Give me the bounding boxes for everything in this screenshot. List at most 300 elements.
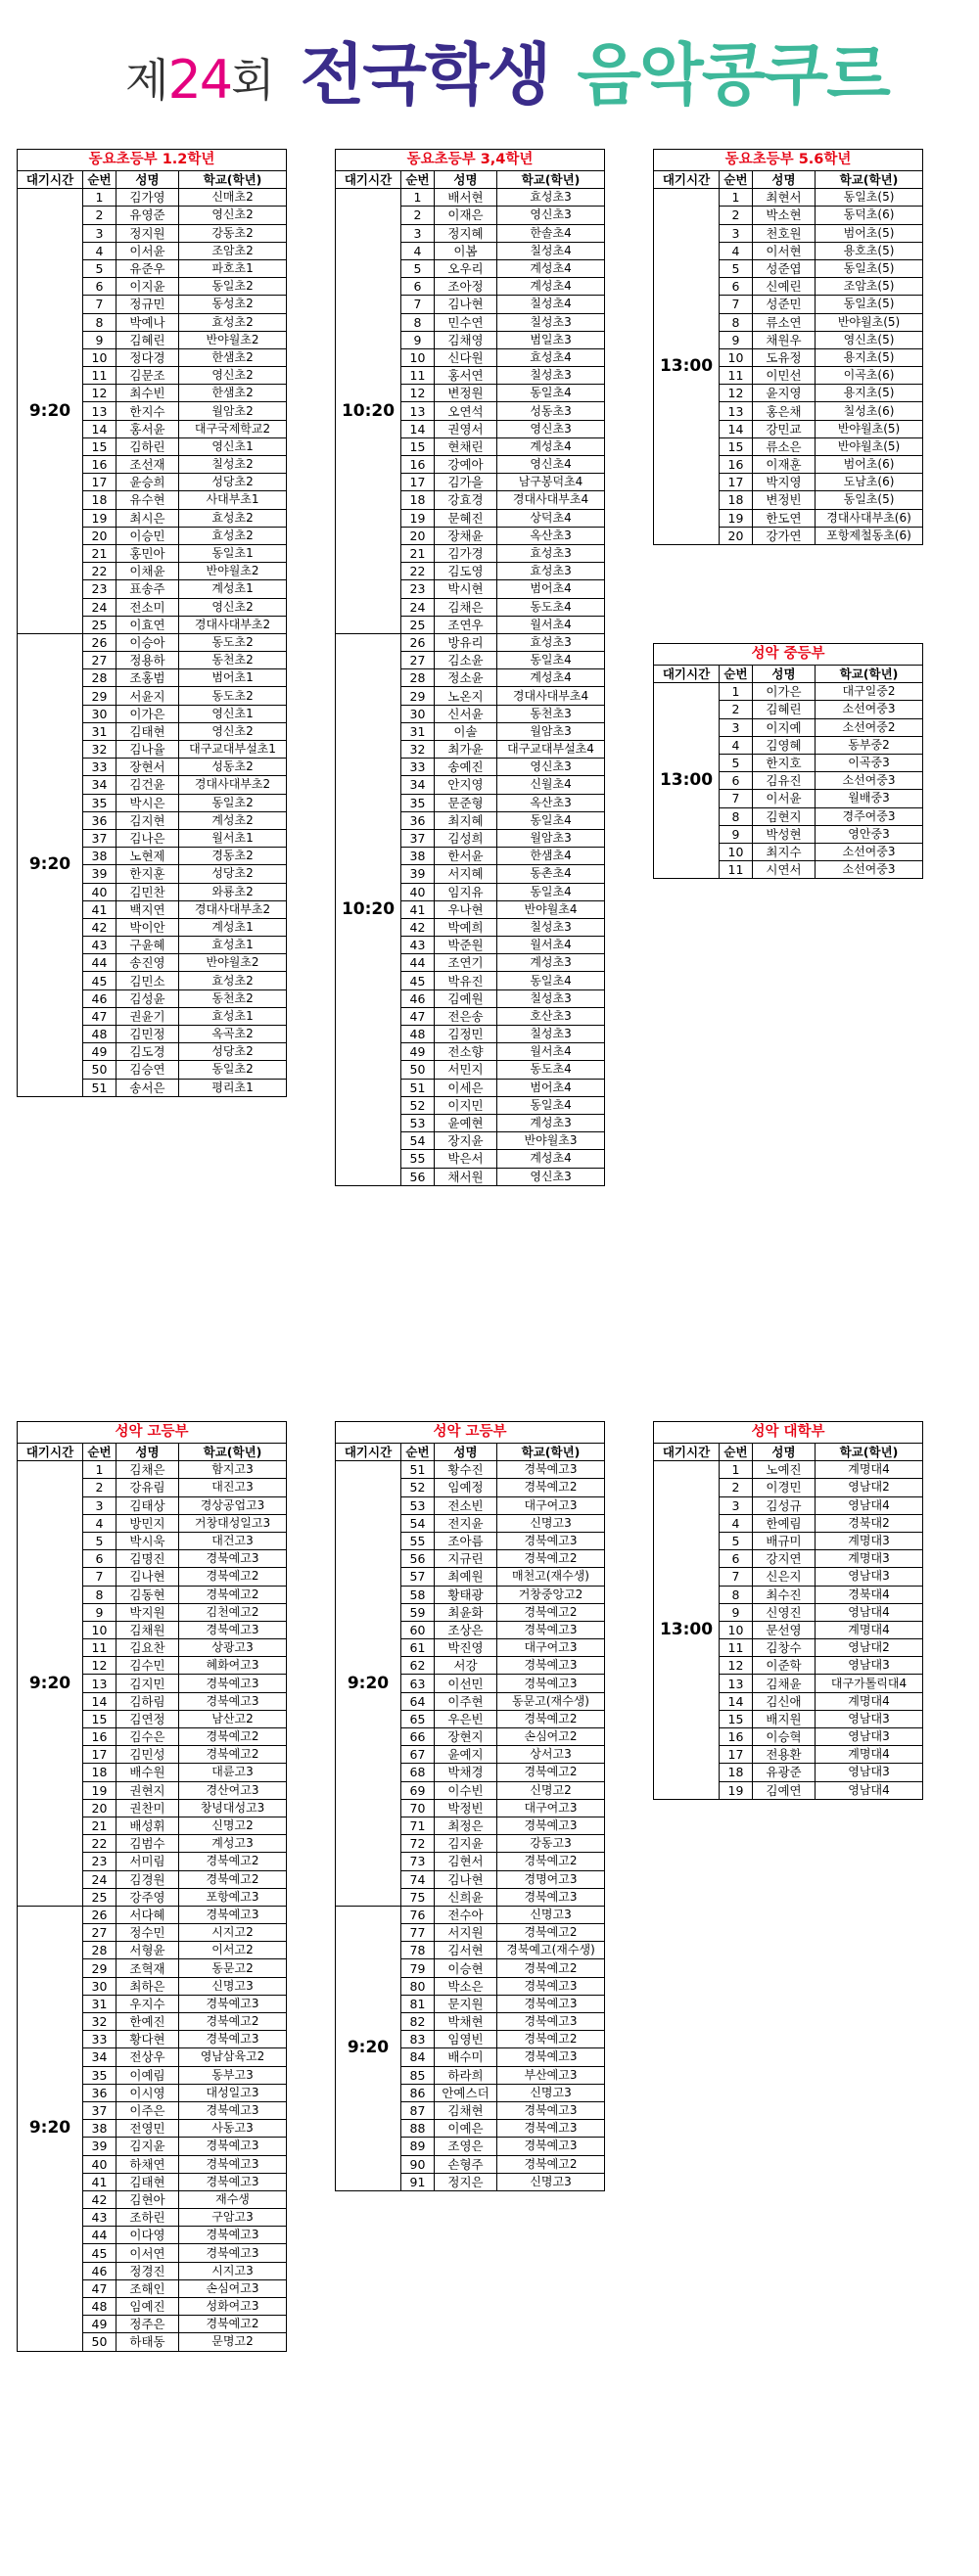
performer-name: 김예원: [435, 989, 497, 1007]
school-grade: 효성초2: [179, 509, 287, 527]
entry-number: 34: [83, 2048, 117, 2066]
performer-name: 전용환: [753, 1746, 816, 1764]
entry-number: 7: [720, 790, 753, 807]
page-header: [0, 0, 979, 147]
entry-number: 51: [401, 1461, 435, 1479]
school-grade: 호산초3: [497, 1007, 605, 1025]
school-grade: 경북대4: [816, 1586, 923, 1603]
school-grade: 영남대3: [816, 1728, 923, 1746]
school-grade: 영남대4: [816, 1781, 923, 1799]
entry-number: 74: [401, 1870, 435, 1888]
entry-number: 2: [720, 701, 753, 718]
performer-name: 김창수: [753, 1639, 816, 1657]
performer-name: 정소윤: [435, 669, 497, 687]
column-header-name: 성명: [435, 171, 497, 189]
entry-number: 29: [83, 687, 117, 705]
entry-number: 32: [83, 741, 117, 759]
school-grade: 조암초(5): [816, 278, 923, 296]
performer-name: 전은송: [435, 1007, 497, 1025]
school-grade: 강동고3: [497, 1835, 605, 1853]
performer-name: 이승아: [117, 633, 179, 651]
school-grade: 시지고3: [179, 2262, 287, 2279]
school-grade: 효성초2: [179, 313, 287, 331]
performer-name: 황수진: [435, 1461, 497, 1479]
school-grade: 함지고3: [179, 1461, 287, 1479]
performer-name: 김나은: [117, 829, 179, 847]
entry-number: 6: [720, 772, 753, 790]
school-grade: 계성초2: [179, 811, 287, 829]
entry-number: 16: [83, 1728, 117, 1746]
school-grade: 경북예고3: [497, 2101, 605, 2119]
performer-name: 방민지: [117, 1514, 179, 1532]
entry-number: 32: [83, 2013, 117, 2031]
performer-name: 류소은: [753, 437, 816, 455]
entry-number: 10: [401, 348, 435, 366]
entry-number: 31: [83, 722, 117, 740]
performer-name: 김수민: [117, 1657, 179, 1675]
entry-number: 29: [83, 1959, 117, 1977]
school-grade: 신명고2: [179, 1817, 287, 1834]
entry-number: 89: [401, 2138, 435, 2155]
entry-number: 12: [83, 1657, 117, 1675]
school-grade: 옥산초3: [497, 794, 605, 811]
entry-number: 39: [83, 2138, 117, 2155]
performer-name: 시연서: [753, 861, 816, 879]
section-title: 성악 고등부: [336, 1422, 605, 1444]
performer-name: 장현서: [117, 759, 179, 776]
wait-time: 10:20: [336, 633, 401, 1185]
school-grade: 경북예고(재수생): [497, 1942, 605, 1959]
performer-name: 서강: [435, 1657, 497, 1675]
entry-number: 81: [401, 1995, 435, 2012]
entry-number: 52: [401, 1096, 435, 1114]
performer-name: 김현서: [435, 1853, 497, 1870]
performer-name: 변정빈: [753, 491, 816, 509]
performer-name: 이주은: [117, 2101, 179, 2119]
performer-name: 권윤기: [117, 1007, 179, 1025]
performer-name: 홍은채: [753, 402, 816, 420]
school-grade: 경북예고2: [179, 1870, 287, 1888]
section-title: 성악 중등부: [654, 644, 923, 666]
school-grade: 칠성초3: [497, 367, 605, 385]
entry-number: 1: [83, 189, 117, 207]
performer-name: 김민찬: [117, 883, 179, 900]
school-grade: 혜화여고3: [179, 1657, 287, 1675]
performer-name: 박시현: [435, 580, 497, 598]
column-header-num: 순번: [401, 171, 435, 189]
school-grade: 신명고3: [497, 2084, 605, 2101]
performer-name: 이재은: [435, 207, 497, 224]
performer-name: 김정민: [435, 1026, 497, 1043]
performer-name: 이가은: [753, 683, 816, 701]
column-header-time: 대기시간: [18, 171, 83, 189]
school-grade: 소선여중2: [816, 718, 923, 736]
entry-number: 24: [401, 598, 435, 616]
performer-name: 전소빈: [435, 1496, 497, 1514]
school-grade: 계명대4: [816, 1461, 923, 1479]
performer-name: 강효경: [435, 491, 497, 509]
school-grade: 영신초4: [497, 456, 605, 474]
table-row: [654, 189, 923, 207]
performer-name: 강지연: [753, 1550, 816, 1568]
school-grade: 대륜고3: [179, 1764, 287, 1781]
school-grade: 경북예고3: [497, 1977, 605, 1995]
entry-number: 15: [720, 437, 753, 455]
school-grade: 영신초2: [179, 598, 287, 616]
entry-number: 55: [401, 1150, 435, 1168]
performer-name: 김요찬: [117, 1639, 179, 1657]
entry-number: 12: [720, 385, 753, 402]
school-grade: 대구교대부설초1: [179, 741, 287, 759]
school-grade: 소선여중3: [816, 772, 923, 790]
school-grade: 경북예고2: [497, 1710, 605, 1727]
performer-name: 최수진: [753, 1586, 816, 1603]
school-grade: 경북예고3: [179, 2227, 287, 2244]
entry-number: 14: [720, 1692, 753, 1710]
performer-name: 이가은: [117, 705, 179, 722]
school-grade: 범어초1: [179, 669, 287, 687]
school-grade: 반야월초(5): [816, 420, 923, 437]
school-grade: 영신초1: [179, 705, 287, 722]
entry-number: 3: [83, 1496, 117, 1514]
entry-number: 1: [83, 1461, 117, 1479]
schedule-table: [17, 149, 287, 1097]
entry-number: 15: [83, 1710, 117, 1727]
school-grade: 상광고3: [179, 1639, 287, 1657]
entry-number: 38: [83, 848, 117, 865]
entry-number: 72: [401, 1835, 435, 1853]
entry-number: 27: [401, 652, 435, 669]
school-grade: 경북예고3: [497, 1817, 605, 1834]
performer-name: 류소연: [753, 313, 816, 331]
school-grade: 경북예고3: [179, 1550, 287, 1568]
school-grade: 경북예고3: [497, 1888, 605, 1906]
performer-name: 최예원: [435, 1568, 497, 1586]
school-grade: 영남대4: [816, 1603, 923, 1621]
column-header-school: 학교(학년): [816, 666, 923, 683]
school-grade: 계성초4: [497, 278, 605, 296]
performer-name: 문혜진: [435, 509, 497, 527]
school-grade: 시지고2: [179, 1924, 287, 1942]
school-grade: 경대사대부초2: [179, 776, 287, 794]
schedule-table: [653, 1421, 923, 1800]
performer-name: 채서원: [435, 1168, 497, 1185]
school-grade: 칠성초3: [497, 313, 605, 331]
entry-number: 9: [720, 825, 753, 843]
school-grade: 동일초4: [497, 385, 605, 402]
school-grade: 경북예고2: [497, 1550, 605, 1568]
performer-name: 우나현: [435, 900, 497, 918]
school-grade: 계성초4: [497, 259, 605, 277]
school-grade: 영남대2: [816, 1479, 923, 1496]
performer-name: 최정은: [435, 1817, 497, 1834]
school-grade: 월서초4: [497, 937, 605, 954]
performer-name: 안예스더: [435, 2084, 497, 2101]
school-grade: 동일초2: [179, 1061, 287, 1079]
entry-number: 5: [720, 259, 753, 277]
entry-number: 44: [83, 954, 117, 972]
entry-number: 50: [83, 2333, 117, 2351]
performer-name: 임예진: [117, 2298, 179, 2316]
performer-name: 김승연: [117, 1061, 179, 1079]
table-row: [336, 1906, 605, 1923]
school-grade: 칠성초(6): [816, 402, 923, 420]
entry-number: 62: [401, 1657, 435, 1675]
entry-number: 91: [401, 2173, 435, 2190]
performer-name: 이효연: [117, 616, 179, 633]
performer-name: 윤승희: [117, 474, 179, 491]
school-grade: 반야월초(5): [816, 437, 923, 455]
school-grade: 이곡중3: [816, 754, 923, 771]
performer-name: 송서은: [117, 1079, 179, 1096]
entry-number: 4: [83, 242, 117, 259]
school-grade: 신매초2: [179, 189, 287, 207]
school-grade: 효성초3: [497, 563, 605, 580]
school-grade: 대구일중2: [816, 683, 923, 701]
school-grade: 영남대3: [816, 1764, 923, 1781]
school-grade: 소선여중3: [816, 861, 923, 879]
performer-name: 강주영: [117, 1888, 179, 1906]
entry-number: 77: [401, 1924, 435, 1942]
entry-number: 4: [720, 736, 753, 754]
school-grade: 한샘초2: [179, 348, 287, 366]
performer-name: 노예진: [753, 1461, 816, 1479]
entry-number: 7: [401, 296, 435, 313]
performer-name: 조아정: [435, 278, 497, 296]
performer-name: 한예림: [753, 1514, 816, 1532]
performer-name: 최현서: [753, 189, 816, 207]
performer-name: 유영준: [117, 207, 179, 224]
entry-number: 33: [83, 759, 117, 776]
performer-name: 문선영: [753, 1621, 816, 1638]
performer-name: 배서현: [435, 189, 497, 207]
performer-name: 서지혜: [435, 865, 497, 883]
entry-number: 73: [401, 1853, 435, 1870]
column-header-time: 대기시간: [336, 1444, 401, 1461]
school-grade: 동천초2: [179, 652, 287, 669]
school-grade: 동일초4: [497, 972, 605, 989]
entry-number: 5: [720, 754, 753, 771]
performer-name: 김연정: [117, 1710, 179, 1727]
school-grade: 도남초(6): [816, 474, 923, 491]
school-grade: 한샘초4: [497, 848, 605, 865]
performer-name: 조해인: [117, 2279, 179, 2297]
school-grade: 거창중앙고2: [497, 1586, 605, 1603]
school-grade: 경북예고2: [179, 1586, 287, 1603]
school-grade: 한솔초4: [497, 224, 605, 242]
entry-number: 5: [83, 259, 117, 277]
school-grade: 경북예고3: [179, 1995, 287, 2012]
school-grade: 경북예고3: [179, 2101, 287, 2119]
performer-name: 김성희: [435, 829, 497, 847]
school-grade: 남구봉덕초4: [497, 474, 605, 491]
entry-number: 3: [401, 224, 435, 242]
school-grade: 와룡초2: [179, 883, 287, 900]
performer-name: 채원우: [753, 331, 816, 348]
performer-name: 김민정: [117, 1026, 179, 1043]
school-grade: 동일초1: [179, 544, 287, 562]
school-grade: 동성초2: [179, 296, 287, 313]
entry-number: 11: [401, 367, 435, 385]
performer-name: 방유리: [435, 633, 497, 651]
school-grade: 경북예고3: [497, 1657, 605, 1675]
table-row: [336, 1461, 605, 1479]
entry-number: 56: [401, 1550, 435, 1568]
school-grade: 용지초(5): [816, 385, 923, 402]
performer-name: 이경민: [753, 1479, 816, 1496]
performer-name: 오우리: [435, 259, 497, 277]
performer-name: 서민지: [435, 1061, 497, 1079]
school-grade: 신명고3: [497, 1906, 605, 1923]
entry-number: 10: [83, 1621, 117, 1638]
performer-name: 박예희: [435, 918, 497, 936]
school-grade: 경대사대부초4: [497, 687, 605, 705]
school-grade: 범어초4: [497, 1079, 605, 1096]
performer-name: 윤예현: [435, 1114, 497, 1131]
entry-number: 22: [401, 563, 435, 580]
performer-name: 김건윤: [117, 776, 179, 794]
school-grade: 포항예고3: [179, 1888, 287, 1906]
table-row: [654, 1461, 923, 1479]
performer-name: 장채윤: [435, 527, 497, 544]
entry-number: 13: [720, 402, 753, 420]
school-grade: 경북예고3: [179, 2031, 287, 2048]
performer-name: 정주은: [117, 2316, 179, 2333]
performer-name: 김지윤: [117, 2138, 179, 2155]
column-header-name: 성명: [753, 171, 816, 189]
entry-number: 54: [401, 1132, 435, 1150]
school-grade: 동일초(5): [816, 189, 923, 207]
performer-name: 성준민: [753, 296, 816, 313]
performer-name: 임예정: [435, 1479, 497, 1496]
school-grade: 대구교대부설초4: [497, 741, 605, 759]
school-grade: 경북예고3: [497, 2120, 605, 2138]
school-grade: 경대사대부초4: [497, 491, 605, 509]
entry-number: 23: [83, 580, 117, 598]
performer-name: 유수현: [117, 491, 179, 509]
entry-number: 58: [401, 1586, 435, 1603]
school-grade: 성화여고3: [179, 2298, 287, 2316]
entry-number: 20: [83, 527, 117, 544]
entry-number: 16: [720, 1728, 753, 1746]
performer-name: 배성휘: [117, 1817, 179, 1834]
entry-number: 8: [401, 313, 435, 331]
school-grade: 계성초1: [179, 918, 287, 936]
performer-name: 정지원: [117, 224, 179, 242]
school-grade: 경북예고3: [179, 1906, 287, 1923]
entry-number: 20: [720, 527, 753, 544]
performer-name: 이승현: [435, 1959, 497, 1977]
entry-number: 83: [401, 2031, 435, 2048]
entry-number: 80: [401, 1977, 435, 1995]
school-grade: 창녕대성고3: [179, 1799, 287, 1817]
performer-name: 김채영: [435, 331, 497, 348]
school-grade: 동일초4: [497, 1096, 605, 1114]
performer-name: 신예린: [753, 278, 816, 296]
entry-number: 11: [720, 861, 753, 879]
school-grade: 동일초4: [497, 883, 605, 900]
school-grade: 동일초(5): [816, 259, 923, 277]
performer-name: 김신애: [753, 1692, 816, 1710]
performer-name: 전지윤: [435, 1514, 497, 1532]
entry-number: 46: [83, 2262, 117, 2279]
table-row: [18, 189, 287, 207]
school-grade: 매천고(재수생): [497, 1568, 605, 1586]
school-grade: 효성초4: [497, 348, 605, 366]
performer-name: 김채원: [117, 1621, 179, 1638]
entry-number: 17: [83, 1746, 117, 1764]
schedule-table: [335, 1421, 605, 2191]
school-grade: 동일초(5): [816, 296, 923, 313]
entry-number: 26: [401, 633, 435, 651]
school-grade: 파호초1: [179, 259, 287, 277]
school-grade: 동일초2: [179, 278, 287, 296]
entry-number: 47: [83, 2279, 117, 2297]
performer-name: 문준형: [435, 794, 497, 811]
school-grade: 계명대4: [816, 1621, 923, 1638]
school-grade: 동도초4: [497, 598, 605, 616]
entry-number: 19: [720, 1781, 753, 1799]
school-grade: 영신초3: [497, 420, 605, 437]
column-header-school: 학교(학년): [179, 1444, 287, 1461]
entry-number: 11: [83, 367, 117, 385]
performer-name: 전영민: [117, 2120, 179, 2138]
entry-number: 30: [401, 705, 435, 722]
performer-name: 정다경: [117, 348, 179, 366]
performer-name: 황태광: [435, 1586, 497, 1603]
entry-number: 6: [720, 1550, 753, 1568]
table-row: [18, 1461, 287, 1479]
entry-number: 26: [83, 1906, 117, 1923]
performer-name: 이승혁: [753, 1728, 816, 1746]
entry-number: 8: [720, 1586, 753, 1603]
entry-number: 41: [401, 900, 435, 918]
school-grade: 대구국제학교2: [179, 420, 287, 437]
wait-time: 9:20: [336, 1906, 401, 2190]
entry-number: 33: [401, 759, 435, 776]
entry-number: 85: [401, 2066, 435, 2084]
entry-number: 7: [720, 296, 753, 313]
school-grade: 범어초4: [497, 580, 605, 598]
entry-number: 10: [720, 843, 753, 860]
performer-name: 이승민: [117, 527, 179, 544]
entry-number: 29: [401, 687, 435, 705]
entry-number: 30: [83, 1977, 117, 1995]
school-grade: 평리초1: [179, 1079, 287, 1096]
performer-name: 표송주: [117, 580, 179, 598]
school-grade: 반야월초4: [497, 900, 605, 918]
school-grade: 월배중3: [816, 790, 923, 807]
entry-number: 59: [401, 1603, 435, 1621]
entry-number: 19: [83, 1781, 117, 1799]
school-grade: 동일초2: [179, 794, 287, 811]
school-grade: 경북예고3: [179, 2173, 287, 2190]
column-header-time: 대기시간: [654, 171, 720, 189]
entry-number: 57: [401, 1568, 435, 1586]
entry-number: 40: [401, 883, 435, 900]
entry-number: 8: [720, 313, 753, 331]
performer-name: 정수민: [117, 1924, 179, 1942]
performer-name: 김채은: [117, 1461, 179, 1479]
school-grade: 대구여고3: [497, 1496, 605, 1514]
school-grade: 범일초3: [497, 331, 605, 348]
entry-number: 14: [401, 420, 435, 437]
school-grade: 신명고3: [497, 2173, 605, 2190]
entry-number: 38: [401, 848, 435, 865]
school-grade: 월서초4: [497, 616, 605, 633]
entry-number: 18: [83, 491, 117, 509]
entry-number: 10: [720, 348, 753, 366]
